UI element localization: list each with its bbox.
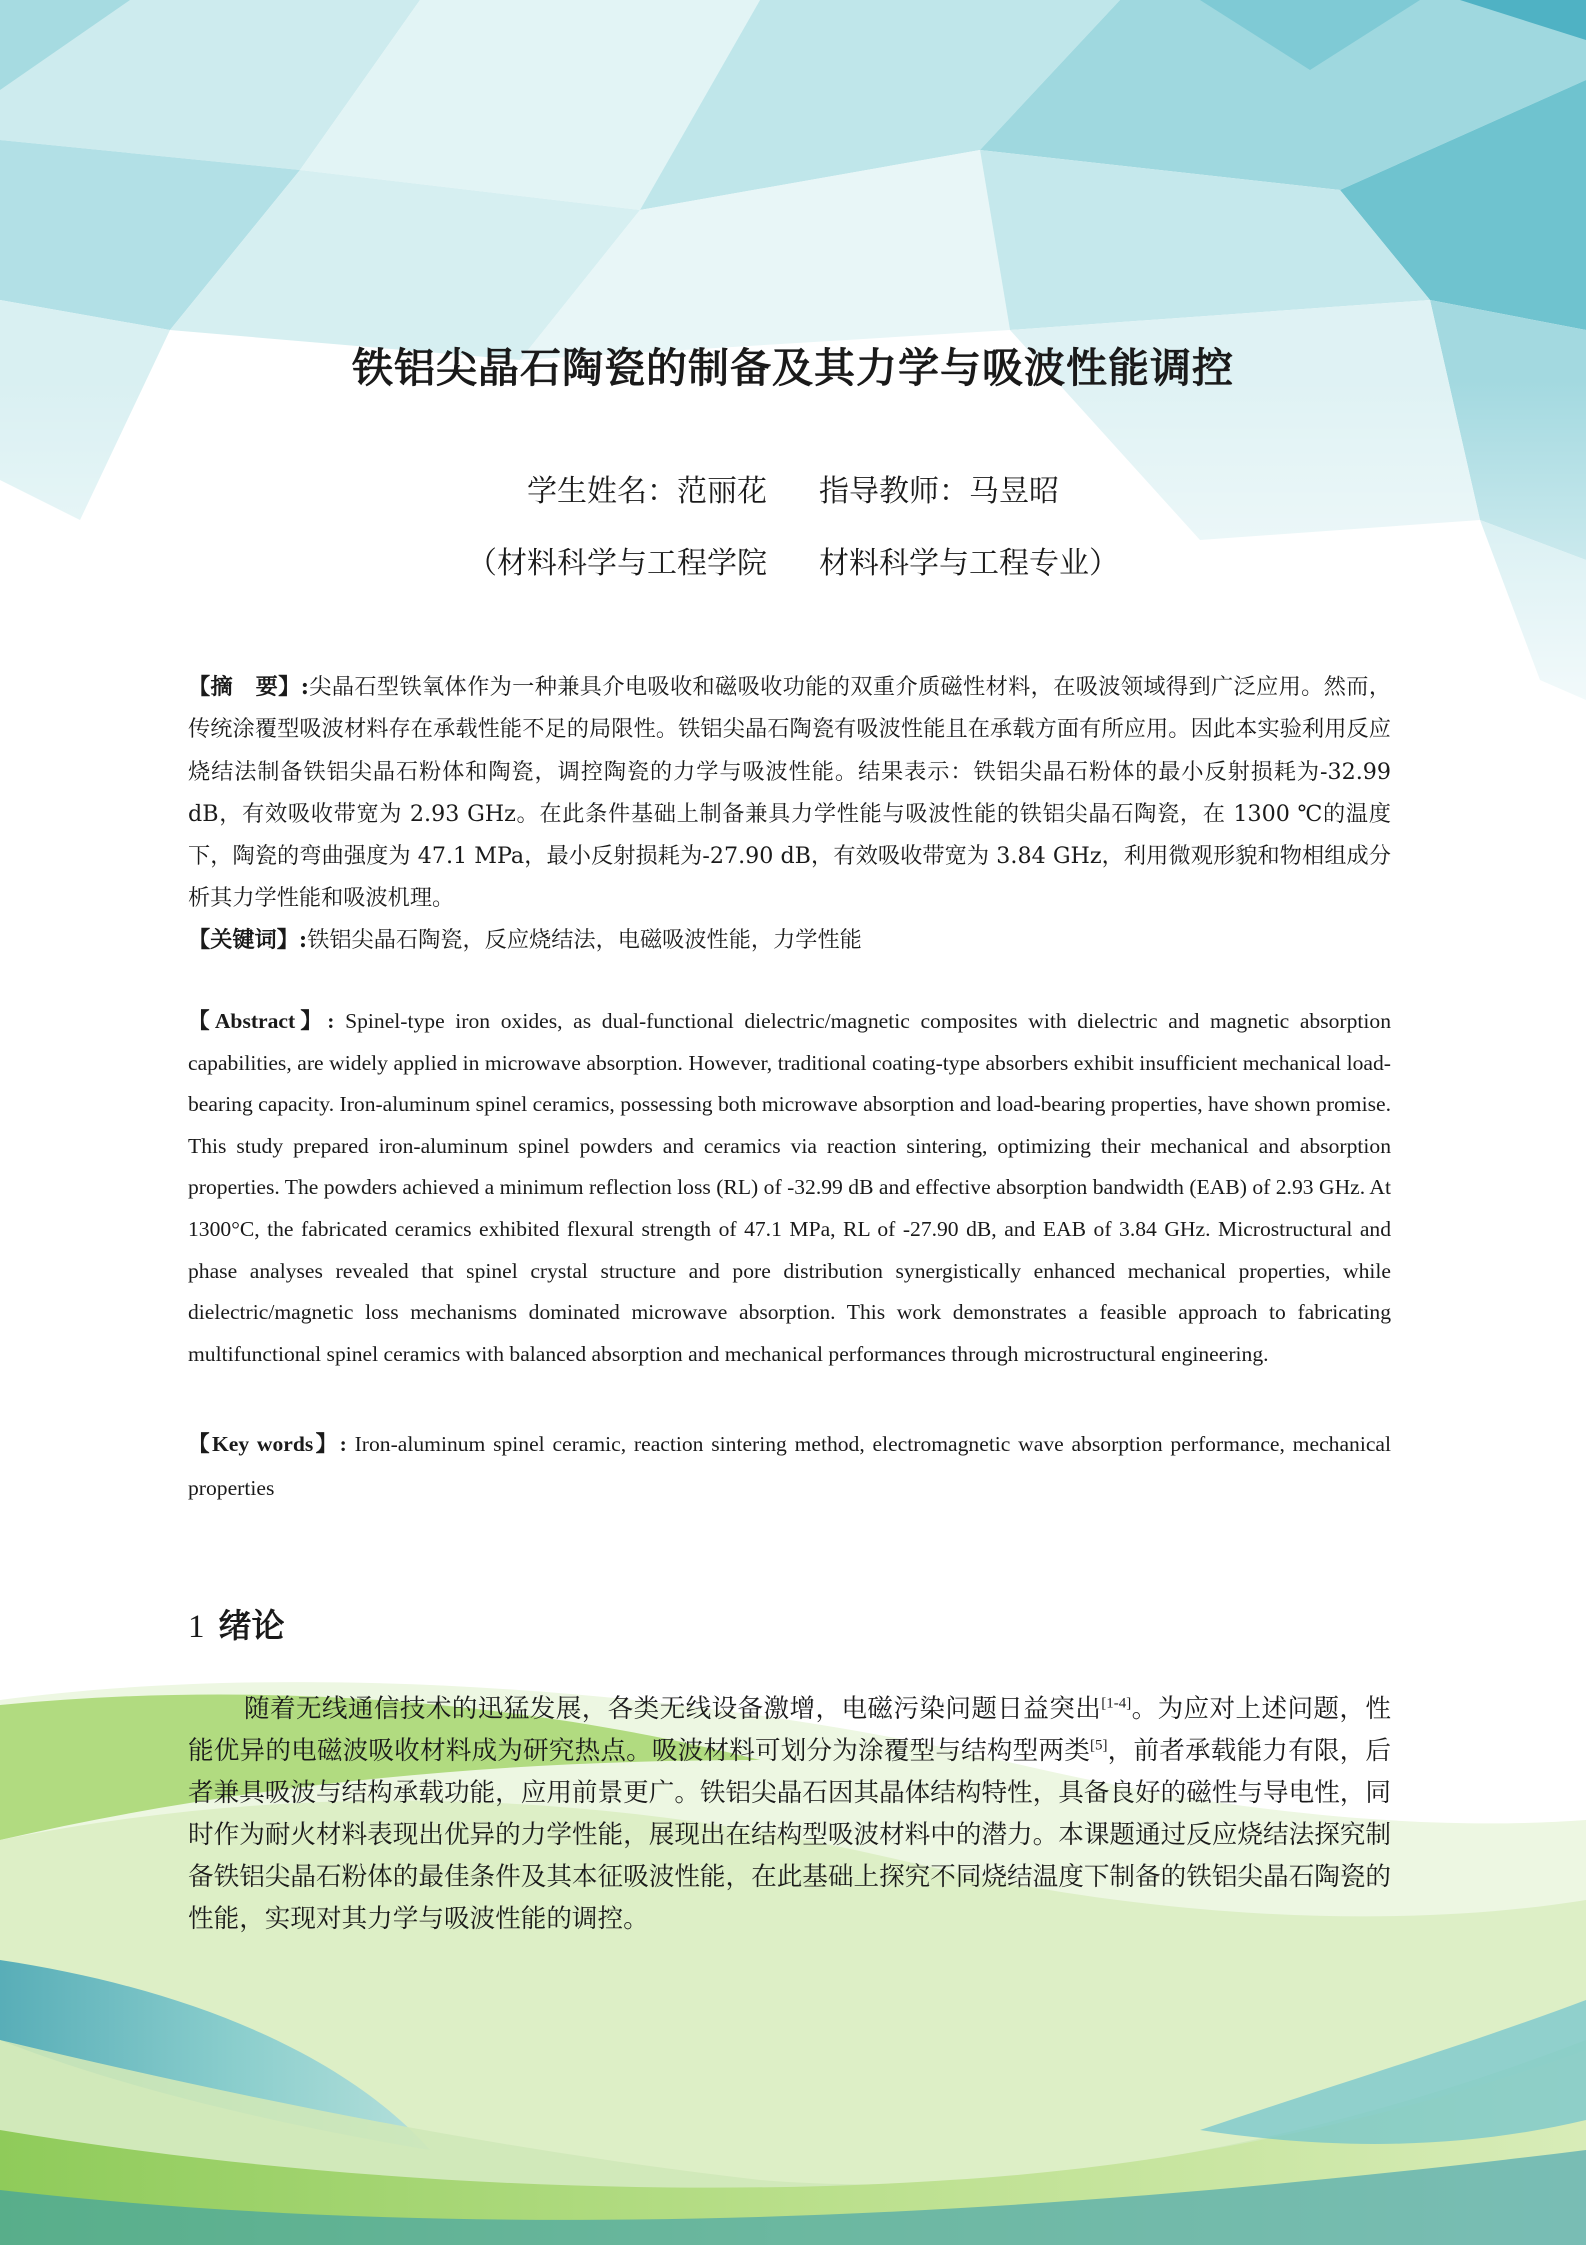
paragraph-text-part: 随着无线通信技术的迅猛发展，各类无线设备激增，电磁污染问题日益突出: [244, 1694, 1102, 1724]
keywords-chinese-label: 【关键词】:: [188, 927, 308, 953]
student-name: 学生姓名：范丽花: [527, 474, 767, 509]
citation-ref: [1-4]: [1101, 1695, 1132, 1712]
keywords-english-text: Iron-aluminum spinel ceramic, reaction sintering method, electromagnetic wave absorption performance, mechanical properties: [188, 1432, 1391, 1500]
major-name: 材料科学与工程专业）: [819, 546, 1119, 581]
section-paragraph: [188, 1688, 1391, 1940]
section-title-text: 绪论: [218, 1606, 285, 1645]
abstract-english-text: Spinel-type iron oxides, as dual-functional dielectric/magnetic composites with dielectric and magnetic absorption capabilities, are widely applied in microwave absorption. However, traditional coating-type absorbers exhibit insufficient mechanical load-bearing capacity. Iron-aluminum spinel ceramics, possessing both microwave absorption and load-bearing properties, have shown promise. This study prepared iron-aluminum spinel powders and ceramics via reaction sintering, optimizing their mechanical and absorption properties. The powders achieved a minimum reflection loss (RL) of -32.99 dB and effective absorption bandwidth (EAB) of 2.93 GHz. At 1300°C, the fabricated ceramics exhibited flexural strength of 47.1 MPa, RL of -27.90 dB, and EAB of 3.84 GHz. Microstructural and phase analyses revealed that spinel crystal structure and pore distribution synergistically enhanced mechanical properties, while dielectric/magnetic loss mechanisms dominated microwave absorption. This work demonstrates a feasible approach to fabricating multifunctional spinel ceramics with balanced absorption and mechanical performances through microstructural engineering.: [188, 1009, 1391, 1366]
author-line: [0, 466, 1586, 510]
abstract-english: [188, 1001, 1391, 1375]
advisor-name: 指导教师：马昱昭: [819, 474, 1059, 509]
keywords-chinese: [188, 919, 1391, 961]
abstract-chinese: [188, 666, 1391, 920]
paragraph-text-part: 。为应对上述问题，性能优异的电磁波吸收材料成为研究热点。吸波材料可划分为涂覆型与结构型两类: [188, 1694, 1391, 1766]
abstract-chinese-text: 尖晶石型铁氧体作为一种兼具介电吸收和磁吸收功能的双重介质磁性材料，在吸波领域得到广泛应用。然而，传统涂覆型吸波材料存在承载性能不足的局限性。铁铝尖晶石陶瓷有吸波性能且在承载方面有所应用。因此本实验利用反应烧结法制备铁铝尖晶石粉体和陶瓷，调控陶瓷的力学与吸波性能。结果表示：铁铝尖晶石粉体的最小反射损耗为-32.99 dB，有效吸收带宽为 2.93 GHz。在此条件基础上制备兼具力学性能与吸波性能的铁铝尖晶石陶瓷，在 1300 ℃的温度下，陶瓷的弯曲强度为 47.1 MPa，最小反射损耗为-27.90 dB，有效吸收带宽为 3.84 GHz，利用微观形貌和物相组成分析其力学性能和吸波机理。: [188, 674, 1392, 912]
keywords-chinese-text: 铁铝尖晶石陶瓷，反应烧结法，电磁吸波性能，力学性能: [307, 927, 862, 953]
keywords-english: [188, 1422, 1391, 1510]
paragraph-text-part: ，前者承载能力有限，后者兼具吸波与结构承载功能，应用前景更广。铁铝尖晶石因其晶体结构特性，具备良好的磁性与导电性，同时作为耐火材料表现出优异的力学性能，展现出在结构型吸波材料中的潜力。本课题通过反应烧结法探究制备铁铝尖晶石粉体的最佳条件及其本征吸波性能，在此基础上探究不同烧结温度下制备的铁铝尖晶石陶瓷的性能，实现对其力学与吸波性能的调控。: [188, 1736, 1391, 1934]
affiliation-line: [0, 538, 1586, 582]
abstract-english-label: 【Abstract】:: [188, 1009, 335, 1033]
college-name: （材料科学与工程学院: [467, 546, 767, 581]
paper-title: 铁铝尖晶石陶瓷的制备及其力学与吸波性能调控: [352, 344, 1234, 392]
section-heading: [188, 1600, 285, 1647]
abstract-chinese-label: 【摘 要】:: [188, 674, 309, 700]
keywords-english-label: 【Key words】:: [188, 1432, 347, 1456]
section-number: 1: [188, 1609, 205, 1645]
citation-ref: [5]: [1090, 1737, 1108, 1754]
